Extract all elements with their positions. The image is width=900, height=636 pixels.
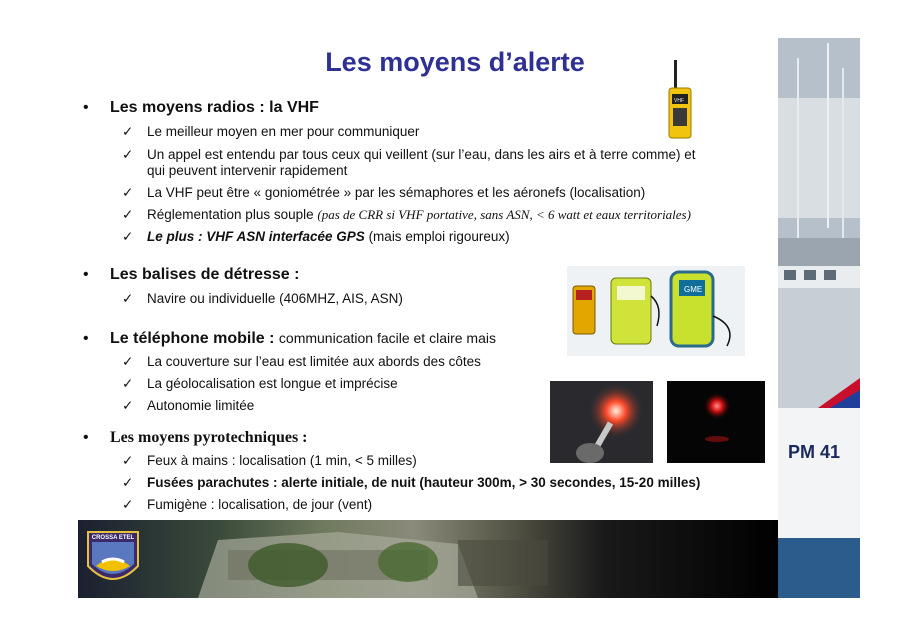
slide: Les moyens d’alerte PM 41 • Les moyens radios : la VHF ✓ Le meilleur moyen en mer pour communiquer ✓ Un appel est entendu par tous ceux qui veillent (sur l’eau, dans les airs et à terre comme) et qui peuvent intervenir rapidement ✓ La VHF peut être « goniométrée » par les sémaphores et les aéronefs (localisation) ✓ Réglementation plus souple (pas de CRR si VHF portative, sans ASN, < 6 watt et eaux territoriales) ✓ Le plus : VHF ASN interfacée GPS (mais emploi rigoureux) • Les balises de détresse : ✓ Navire ou individuelle (406MHZ, AIS, ASN) • Le téléphone mobile : communication facile et claire mais ✓ La couverture sur l’eau est limitée aux abords des côtes ✓ La géolocalisation est longue et imprécise ✓ Autonomie limitée • Les moyens pyrotechniques : ✓ Feux à mains : localisation (1 min, < 5 milles) ✓ Fusées parachutes : alerte initiale, de nuit (hauteur 300m, > 30 secondes, 15-20 milles) ✓ Fumigène : localisation, de jour (vent) VHF GME CROSSA ETEL [0, 0, 900, 636]
slide-title: Les moyens d’alerte [325, 47, 585, 77]
beacons-image [567, 266, 745, 356]
bullet-icon: • [83, 330, 89, 347]
logo-text: CROSSA ETEL [91, 535, 135, 541]
section-heading: Les moyens pyrotechniques : [110, 429, 308, 446]
section-heading: Le téléphone mobile : communication facile et claire mais [110, 330, 496, 347]
section-heading: Les balises de détresse : [110, 266, 300, 283]
check-icon: ✓ [122, 453, 134, 468]
check-icon: ✓ [122, 376, 134, 391]
beacon-label: GME [684, 285, 703, 294]
crossa-etel-logo [84, 526, 142, 592]
hull-mark: PM 41 [788, 442, 841, 462]
check-icon: ✓ [122, 207, 134, 222]
check-icon: ✓ [122, 354, 134, 369]
check-icon: ✓ [122, 475, 134, 490]
bullet-icon: • [83, 266, 89, 283]
check-icon: ✓ [122, 497, 134, 512]
ship-photo [778, 38, 860, 598]
check-icon: ✓ [122, 398, 134, 413]
bullet-icon: • [83, 429, 89, 446]
check-icon: ✓ [122, 185, 134, 200]
radio-display: VHF [674, 98, 684, 104]
check-icon: ✓ [122, 124, 134, 139]
section-heading: Les moyens radios : la VHF [110, 99, 319, 116]
hand-flare-image [550, 381, 653, 463]
night-flare-image [667, 381, 765, 463]
check-icon: ✓ [122, 229, 134, 244]
check-icon: ✓ [122, 147, 134, 162]
regulation-note: (pas de CRR si VHF portative, sans ASN, < 6 watt et eaux territoriales) [317, 207, 691, 222]
bullet-icon: • [83, 99, 89, 116]
check-icon: ✓ [122, 291, 134, 306]
bottom-banner [78, 520, 778, 598]
vhf-radio-image [664, 58, 694, 140]
